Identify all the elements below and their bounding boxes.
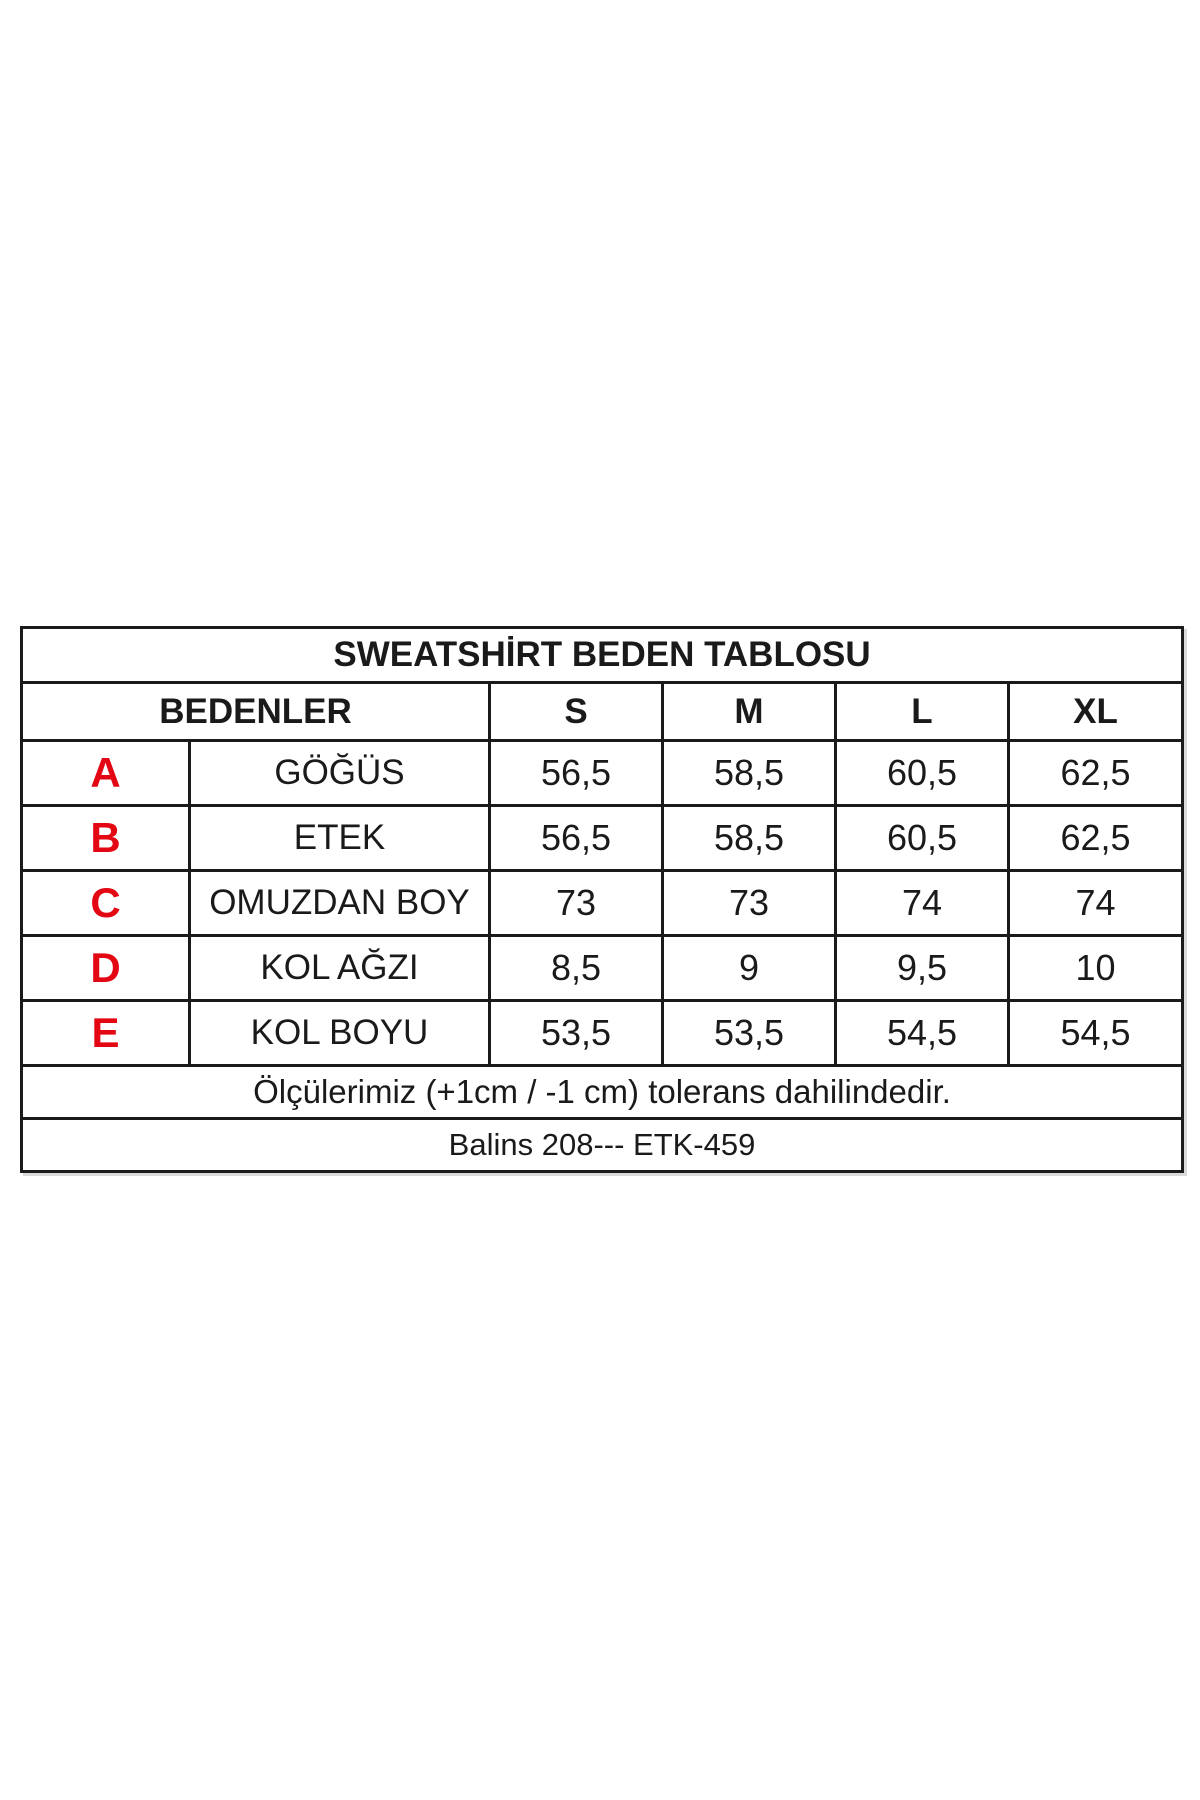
header-row (22, 683, 1183, 741)
value-cell: 8,5 (490, 936, 663, 1001)
value-cell: 74 (836, 871, 1009, 936)
measurement-name: OMUZDAN BOY (190, 871, 490, 936)
size-header-s: S (490, 683, 663, 741)
value-cell: 73 (490, 871, 663, 936)
sizes-header-label: BEDENLER (22, 683, 490, 741)
tolerance-note-row (22, 1066, 1183, 1119)
value-cell: 62,5 (1009, 806, 1183, 871)
measurement-name: GÖĞÜS (190, 741, 490, 806)
size-header-l: L (836, 683, 1009, 741)
table-row (22, 1001, 1183, 1066)
value-cell: 54,5 (836, 1001, 1009, 1066)
measurement-name: KOL AĞZI (190, 936, 490, 1001)
value-cell: 9 (663, 936, 836, 1001)
value-cell: 56,5 (490, 806, 663, 871)
value-cell: 60,5 (836, 741, 1009, 806)
table-row (22, 936, 1183, 1001)
measurement-letter: B (22, 806, 190, 871)
value-cell: 53,5 (663, 1001, 836, 1066)
value-cell: 60,5 (836, 806, 1009, 871)
table-row (22, 741, 1183, 806)
size-header-m: M (663, 683, 836, 741)
value-cell: 53,5 (490, 1001, 663, 1066)
table-row (22, 871, 1183, 936)
measurement-name: ETEK (190, 806, 490, 871)
value-cell: 58,5 (663, 741, 836, 806)
product-code: Balins 208--- ETK-459 (22, 1119, 1183, 1172)
measurement-letter: A (22, 741, 190, 806)
product-code-row (22, 1119, 1183, 1172)
size-chart-table (20, 626, 1184, 1173)
size-header-xl: XL (1009, 683, 1183, 741)
title-row (22, 628, 1183, 683)
value-cell: 10 (1009, 936, 1183, 1001)
value-cell: 74 (1009, 871, 1183, 936)
measurement-name: KOL BOYU (190, 1001, 490, 1066)
value-cell: 54,5 (1009, 1001, 1183, 1066)
value-cell: 56,5 (490, 741, 663, 806)
value-cell: 62,5 (1009, 741, 1183, 806)
table-title: SWEATSHİRT BEDEN TABLOSU (22, 628, 1183, 683)
value-cell: 9,5 (836, 936, 1009, 1001)
value-cell: 73 (663, 871, 836, 936)
table-row (22, 806, 1183, 871)
value-cell: 58,5 (663, 806, 836, 871)
measurement-letter: C (22, 871, 190, 936)
measurement-letter: E (22, 1001, 190, 1066)
tolerance-note: Ölçülerimiz (+1cm / -1 cm) tolerans dahilindedir. (22, 1066, 1183, 1119)
measurement-letter: D (22, 936, 190, 1001)
